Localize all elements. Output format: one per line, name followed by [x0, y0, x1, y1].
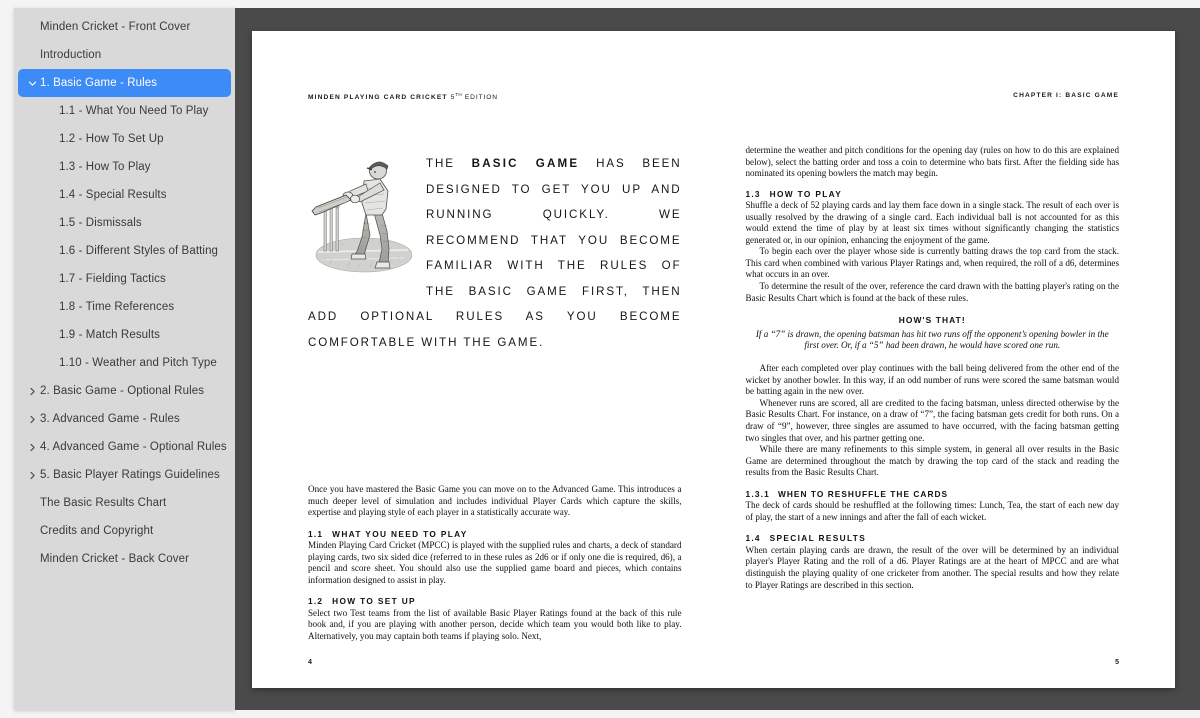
- chevron-right-icon[interactable]: [27, 386, 37, 396]
- sidebar-item-8[interactable]: [18, 237, 231, 265]
- section-1-4-body: When certain playing cards are drawn, the result of the over will be determined by an individual player's Player Rating and the roll of a d6. Player Ratings are at the heart of MPCC and are what distinguish the playing quality of one cricketer from another. The special results and how they relate to Player Ratings are described in this section.: [745, 544, 1119, 590]
- document-viewer[interactable]: [235, 8, 1200, 710]
- hows-that-title: HOW'S THAT!: [898, 315, 966, 326]
- sidebar-item-15[interactable]: [18, 433, 231, 461]
- sidebar-item-label: 1. Basic Game - Rules: [40, 77, 158, 89]
- page-spread: [252, 31, 1175, 688]
- heading-1-2-title: HOW TO SET UP: [332, 596, 416, 607]
- sidebar-item-16[interactable]: [18, 461, 231, 489]
- heading-1-3-title: HOW TO PLAY: [769, 188, 843, 199]
- sidebar-item-1[interactable]: [18, 41, 231, 69]
- sidebar-item-label: 1.4 - Special Results: [59, 189, 167, 201]
- heading-1-1-number: 1.1: [308, 528, 324, 539]
- sidebar-item-label: 1.2 - How To Set Up: [59, 133, 164, 145]
- sidebar-item-label: Minden Cricket - Back Cover: [40, 553, 190, 565]
- intro-paragraph: Once you have mastered the Basic Game you can move on to the Advanced Game. This introduces a much deeper level of simulation and includes individual Player Cards which capture the skills, expertise and playing style of each player in a statistically accurate way.: [308, 484, 682, 518]
- page-left: [252, 31, 714, 688]
- chevron-right-icon[interactable]: [27, 470, 37, 480]
- sidebar-item-13[interactable]: [18, 377, 231, 405]
- running-head-left: [308, 92, 498, 101]
- sidebar-item-3[interactable]: [18, 97, 231, 125]
- sidebar-item-2[interactable]: [18, 69, 231, 97]
- edition-ordinal: TH: [455, 92, 463, 97]
- display-intro-block: [308, 151, 682, 355]
- sidebar-item-list: [14, 8, 235, 573]
- sidebar-item-label: 1.3 - How To Play: [59, 161, 151, 173]
- chevron-right-icon[interactable]: [27, 442, 37, 452]
- sidebar-item-14[interactable]: [18, 405, 231, 433]
- page-right: [714, 31, 1176, 688]
- section-1-3-paragraph-4: After each completed over play continues with the ball being delivered from the other end of the wicket by another bowler. In this way, if an odd number of runs were scored the same batsman would be batting again in the new over.: [745, 363, 1119, 397]
- continuation-paragraph: determine the weather and pitch conditions for the opening day (rules on how to do this are explained below), select the batting order and toss a coin to determine who bats first. After the fielding side has nominated its opening bowlers the match may begin.: [745, 145, 1119, 179]
- running-head-right: CHAPTER I: BASIC GAME: [1013, 92, 1119, 99]
- heading-1-3-number: 1.3: [745, 188, 761, 199]
- sidebar-item-label: Minden Cricket - Front Cover: [40, 21, 191, 33]
- sidebar-item-label: 3. Advanced Game - Rules: [40, 413, 180, 425]
- sidebar-item-6[interactable]: [18, 181, 231, 209]
- sidebar-item-label: 1.6 - Different Styles of Batting: [59, 245, 219, 257]
- sidebar-item-label: 1.8 - Time References: [59, 301, 175, 313]
- sidebar-item-label: Credits and Copyright: [40, 525, 154, 537]
- sidebar-item-label: 5. Basic Player Ratings Guidelines: [40, 469, 220, 481]
- heading-1-1-title: WHAT YOU NEED TO PLAY: [332, 528, 468, 539]
- sidebar-item-12[interactable]: [18, 349, 231, 377]
- hows-that-callout: [746, 315, 1120, 352]
- section-1-3-paragraph-5: Whenever runs are scored, all are credited to the facing batsman, unless directed otherwise by the Basic Results Chart. For instance, on a draw of “7”, the facing batsman gets credit for both runs. On a draw of “9”, however, three singles are assumed to have occurred, with the facing batsman getting two singles that over, and his partner getting one.: [745, 397, 1119, 443]
- sidebar-item-label: 1.9 - Match Results: [59, 329, 160, 341]
- heading-1-3-1-number: 1.3.1: [745, 488, 770, 499]
- running-head-edition: [451, 94, 498, 101]
- sidebar-item-label: The Basic Results Chart: [40, 497, 167, 509]
- chevron-right-icon[interactable]: [27, 414, 37, 424]
- heading-1-3-1-title: WHEN TO RESHUFFLE THE CARDS: [777, 488, 949, 499]
- heading-1-3-1: [746, 489, 1120, 501]
- heading-1-4-number: 1.4: [745, 533, 761, 544]
- sidebar-item-10[interactable]: [18, 293, 231, 321]
- sidebar-item-9[interactable]: [18, 265, 231, 293]
- sidebar-item-18[interactable]: [18, 517, 231, 545]
- sidebar-item-label: Introduction: [40, 49, 102, 61]
- heading-1-4-title: SPECIAL RESULTS: [769, 533, 867, 544]
- heading-1-4: [746, 533, 1120, 545]
- sidebar-item-label: 4. Advanced Game - Optional Rules: [40, 441, 227, 453]
- sidebar-item-4[interactable]: [18, 125, 231, 153]
- cricket-batsman-engraving-icon: [308, 151, 412, 279]
- sidebar-item-0[interactable]: [18, 13, 231, 41]
- chevron-down-icon[interactable]: [27, 78, 37, 88]
- section-1-2-body: Select two Test teams from the list of available Basic Player Ratings found at the back of this rule book and, if you are playing with another person, decide which team you would both like to play. Alternatively, you may captain both teams if playing solo. Next,: [308, 607, 682, 642]
- folio-right: 5: [1115, 659, 1119, 666]
- section-1-3-paragraph-6: While there are many refinements to this simple system, in general all over results in the Basic Game are determined throughout the match by drawing the top card of the stack and reading the results from the Basic Results Chart.: [745, 444, 1119, 478]
- heading-1-1: [308, 529, 682, 541]
- heading-1-3: [746, 189, 1120, 201]
- sidebar-item-label: 1.5 - Dismissals: [59, 217, 142, 229]
- sidebar-item-label: 1.7 - Fielding Tactics: [59, 273, 166, 285]
- running-head-title: MINDEN PLAYING CARD CRICKET: [308, 94, 448, 102]
- sidebar-item-label: 1.10 - Weather and Pitch Type: [59, 357, 217, 369]
- section-1-3-paragraph-3: To determine the result of the over, reference the card drawn with the batting player's rating on the Basic Results Chart which is found at the back of these rules.: [745, 281, 1119, 303]
- heading-1-2: [308, 596, 682, 608]
- section-1-3-1-body: The deck of cards should be reshuffled at the following times: Lunch, Tea, the start of each new day of play, the start of a new innings and after the fall of each wicket.: [745, 500, 1119, 522]
- sidebar-item-7[interactable]: [18, 209, 231, 237]
- sidebar-item-19[interactable]: [18, 545, 231, 573]
- section-1-3-paragraph-2: To begin each over the player whose side is currently batting draws the top card from the stack. This card when combined with various Player Ratings and, when required, the roll of a d6, determines what occurs in an over.: [745, 246, 1119, 280]
- left-page-body: [308, 484, 682, 643]
- edition-word: EDITION: [462, 94, 498, 102]
- sidebar-item-5[interactable]: [18, 153, 231, 181]
- display-part-1: THE: [426, 157, 472, 170]
- display-emphasis: BASIC GAME: [471, 157, 580, 170]
- sidebar-item-label: 2. Basic Game - Optional Rules: [40, 385, 205, 397]
- heading-1-2-number: 1.2: [308, 596, 324, 607]
- display-part-2: HAS BEEN DESIGNED TO GET YOU UP AND RUNNING QUICKLY. WE RECOMMEND THAT YOU BECOME FAMILIAR WITH THE RULES OF THE BASIC GAME FIRST, THEN ADD OPTIONAL RULES AS YOU BECOME COMFORTABLE WITH THE GAME.: [308, 157, 682, 349]
- sidebar-navigation: [14, 8, 235, 710]
- section-1-1-body: Minden Playing Card Cricket (MPCC) is played with the supplied rules and charts, a deck of standard playing cards, two six sided dice (referred to in these rules as 2d6 or if only one die is required, d6), a pencil and score sheet. You should also use the supplied game board and pieces, which contains information designed to assist in play.: [308, 540, 682, 585]
- folio-left: 4: [308, 659, 312, 666]
- right-page-body: [746, 145, 1120, 591]
- hows-that-body: If a “7” is drawn, the opening batsman has hit two runs off the opponent’s opening bowler in the first over. Or, if a “5” had been drawn, he would have scored one run.: [755, 328, 1109, 351]
- edition-number: 5: [450, 94, 456, 102]
- sidebar-item-label: 1.1 - What You Need To Play: [59, 105, 209, 117]
- sidebar-item-11[interactable]: [18, 321, 231, 349]
- section-1-3-paragraph-1: Shuffle a deck of 52 playing cards and lay them face down in a single stack. The result of each over is usually resolved by the drawing of a single card. Each individual ball is not accounted for as this would extend the time of play by at least six times without significantly changing the statistics generated or, in our opinion, enhancing the enjoyment of the game.: [745, 200, 1119, 245]
- sidebar-item-17[interactable]: [18, 489, 231, 517]
